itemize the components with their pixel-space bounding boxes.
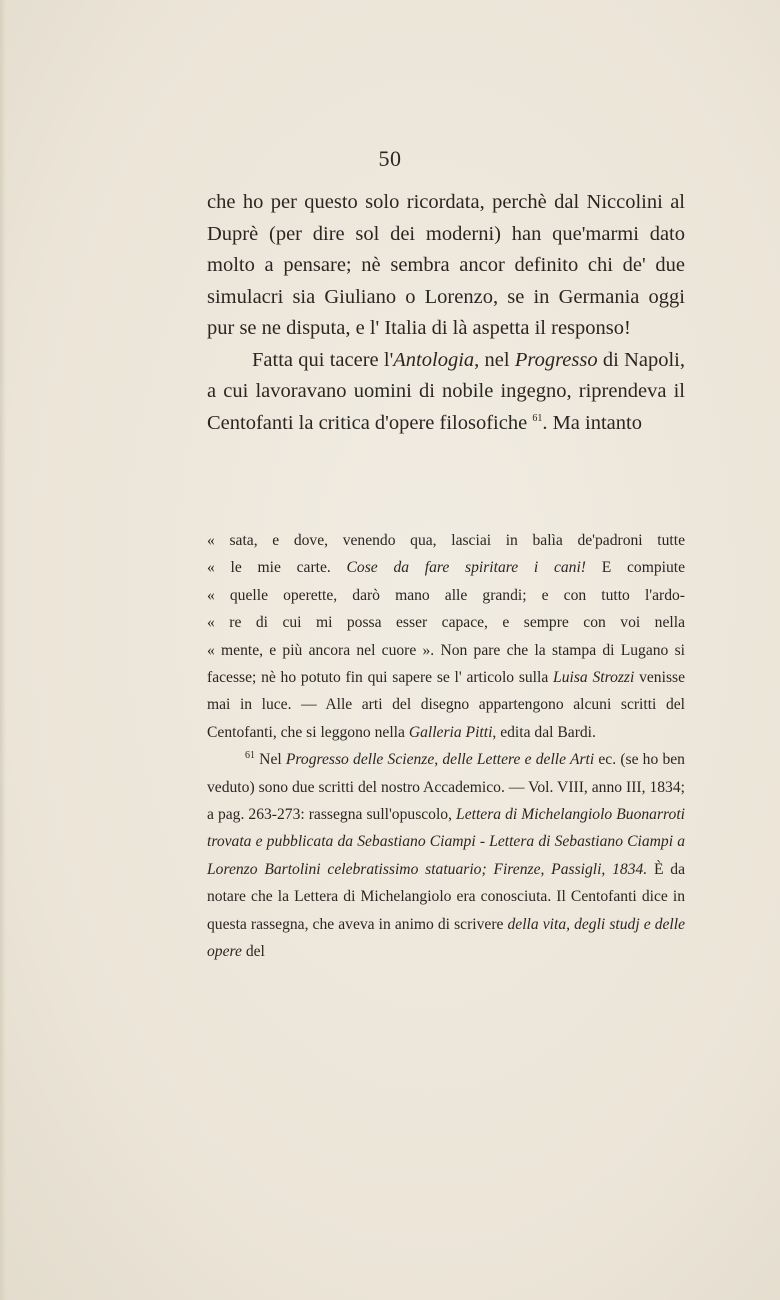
page-number: 50	[378, 146, 402, 171]
footnote-continuation	[207, 527, 685, 746]
text-run: . Ma intanto	[542, 411, 642, 434]
quote-line: « quelle operette, darò mano alle grandi; e con tutto l'ardo-	[207, 586, 685, 604]
text-run: ec. (se ho ben veduto) sono due scritti del nostro Accademico. — Vol. VIII, anno III, 1834; a pag. 263-273: rassegna sull'opuscolo,	[207, 751, 685, 824]
quote-line: « re di cui mi possa esser capace, e sempre con voi nella	[207, 614, 685, 632]
text-run: E compiute	[586, 559, 686, 577]
footnote-number: 61	[245, 750, 255, 762]
italic-title: Antologia	[393, 348, 475, 371]
text-run: Fatta qui tacere l'	[252, 348, 394, 371]
text-run: , nel	[474, 348, 515, 371]
text-run: venisse mai in luce. — Alle arti del disegno appartengono alcuni scritti del Centofanti, che si leggono nella	[207, 669, 685, 741]
paragraph-2	[207, 345, 685, 440]
footnote-61	[207, 746, 685, 965]
paragraph-1: che ho per questo solo ricordata, perchè dal Niccolini al Duprè (per dire sol dei moderni) han que'marmi dato molto a pensare; nè sembra ancor definito chi de' due simulacri sia Giuliano o Lorenzo, se in Germania oggi pur se ne disputa, e l' Italia di là aspetta il responso!	[207, 191, 685, 339]
italic-title: Galleria Pitti	[408, 723, 493, 741]
italic-title: della vita, degli studj e delle opere	[207, 915, 685, 961]
text-run: « le mie carte.	[207, 559, 347, 577]
text-run: È da notare che la Lettera di Michelangiolo era conosciuta. Il Centofanti dice in questa rassegna, che aveva in animo di scrivere	[207, 860, 686, 933]
italic-title: Lettera di Michelangiolo Buonarroti trovata e pubblicata da Sebastiano Ciampi - Lettera di Sebastiano Ciampi a Lorenzo Bartolini celebratissimo statuario; Firenze, Passigli, 1834.	[207, 806, 685, 878]
main-text	[207, 187, 685, 439]
text-run: Nel	[255, 751, 286, 769]
quote-line	[207, 554, 685, 581]
italic-title: Progresso delle Scienze, delle Lettere e delle Arti	[285, 751, 595, 769]
text-run: , edita dal Bardi.	[492, 723, 596, 741]
italic-title: Luisa Strozzi	[553, 669, 635, 687]
text-run: del	[241, 943, 265, 961]
quote-line: « mente, e più ancora nel cuore ».	[207, 641, 441, 659]
text-run: di Napoli, a cui lavoravano uomini di nobile ingegno, riprendeva il Centofanti la critica d'opere filosofiche	[207, 348, 685, 434]
italic-title: Progresso	[514, 348, 598, 371]
quote-line: « sata, e dove, venendo qua, lasciai in balìa de'padroni tutte	[207, 532, 685, 549]
italic-phrase: Cose da fare spiritare i cani!	[346, 559, 586, 577]
footnote-ref: 61	[532, 412, 543, 424]
text-run: Non pare che la stampa di Lugano si facesse; nè ho potuto fin qui sapere se l' articolo sulla	[207, 641, 685, 687]
footnotes	[207, 527, 685, 966]
